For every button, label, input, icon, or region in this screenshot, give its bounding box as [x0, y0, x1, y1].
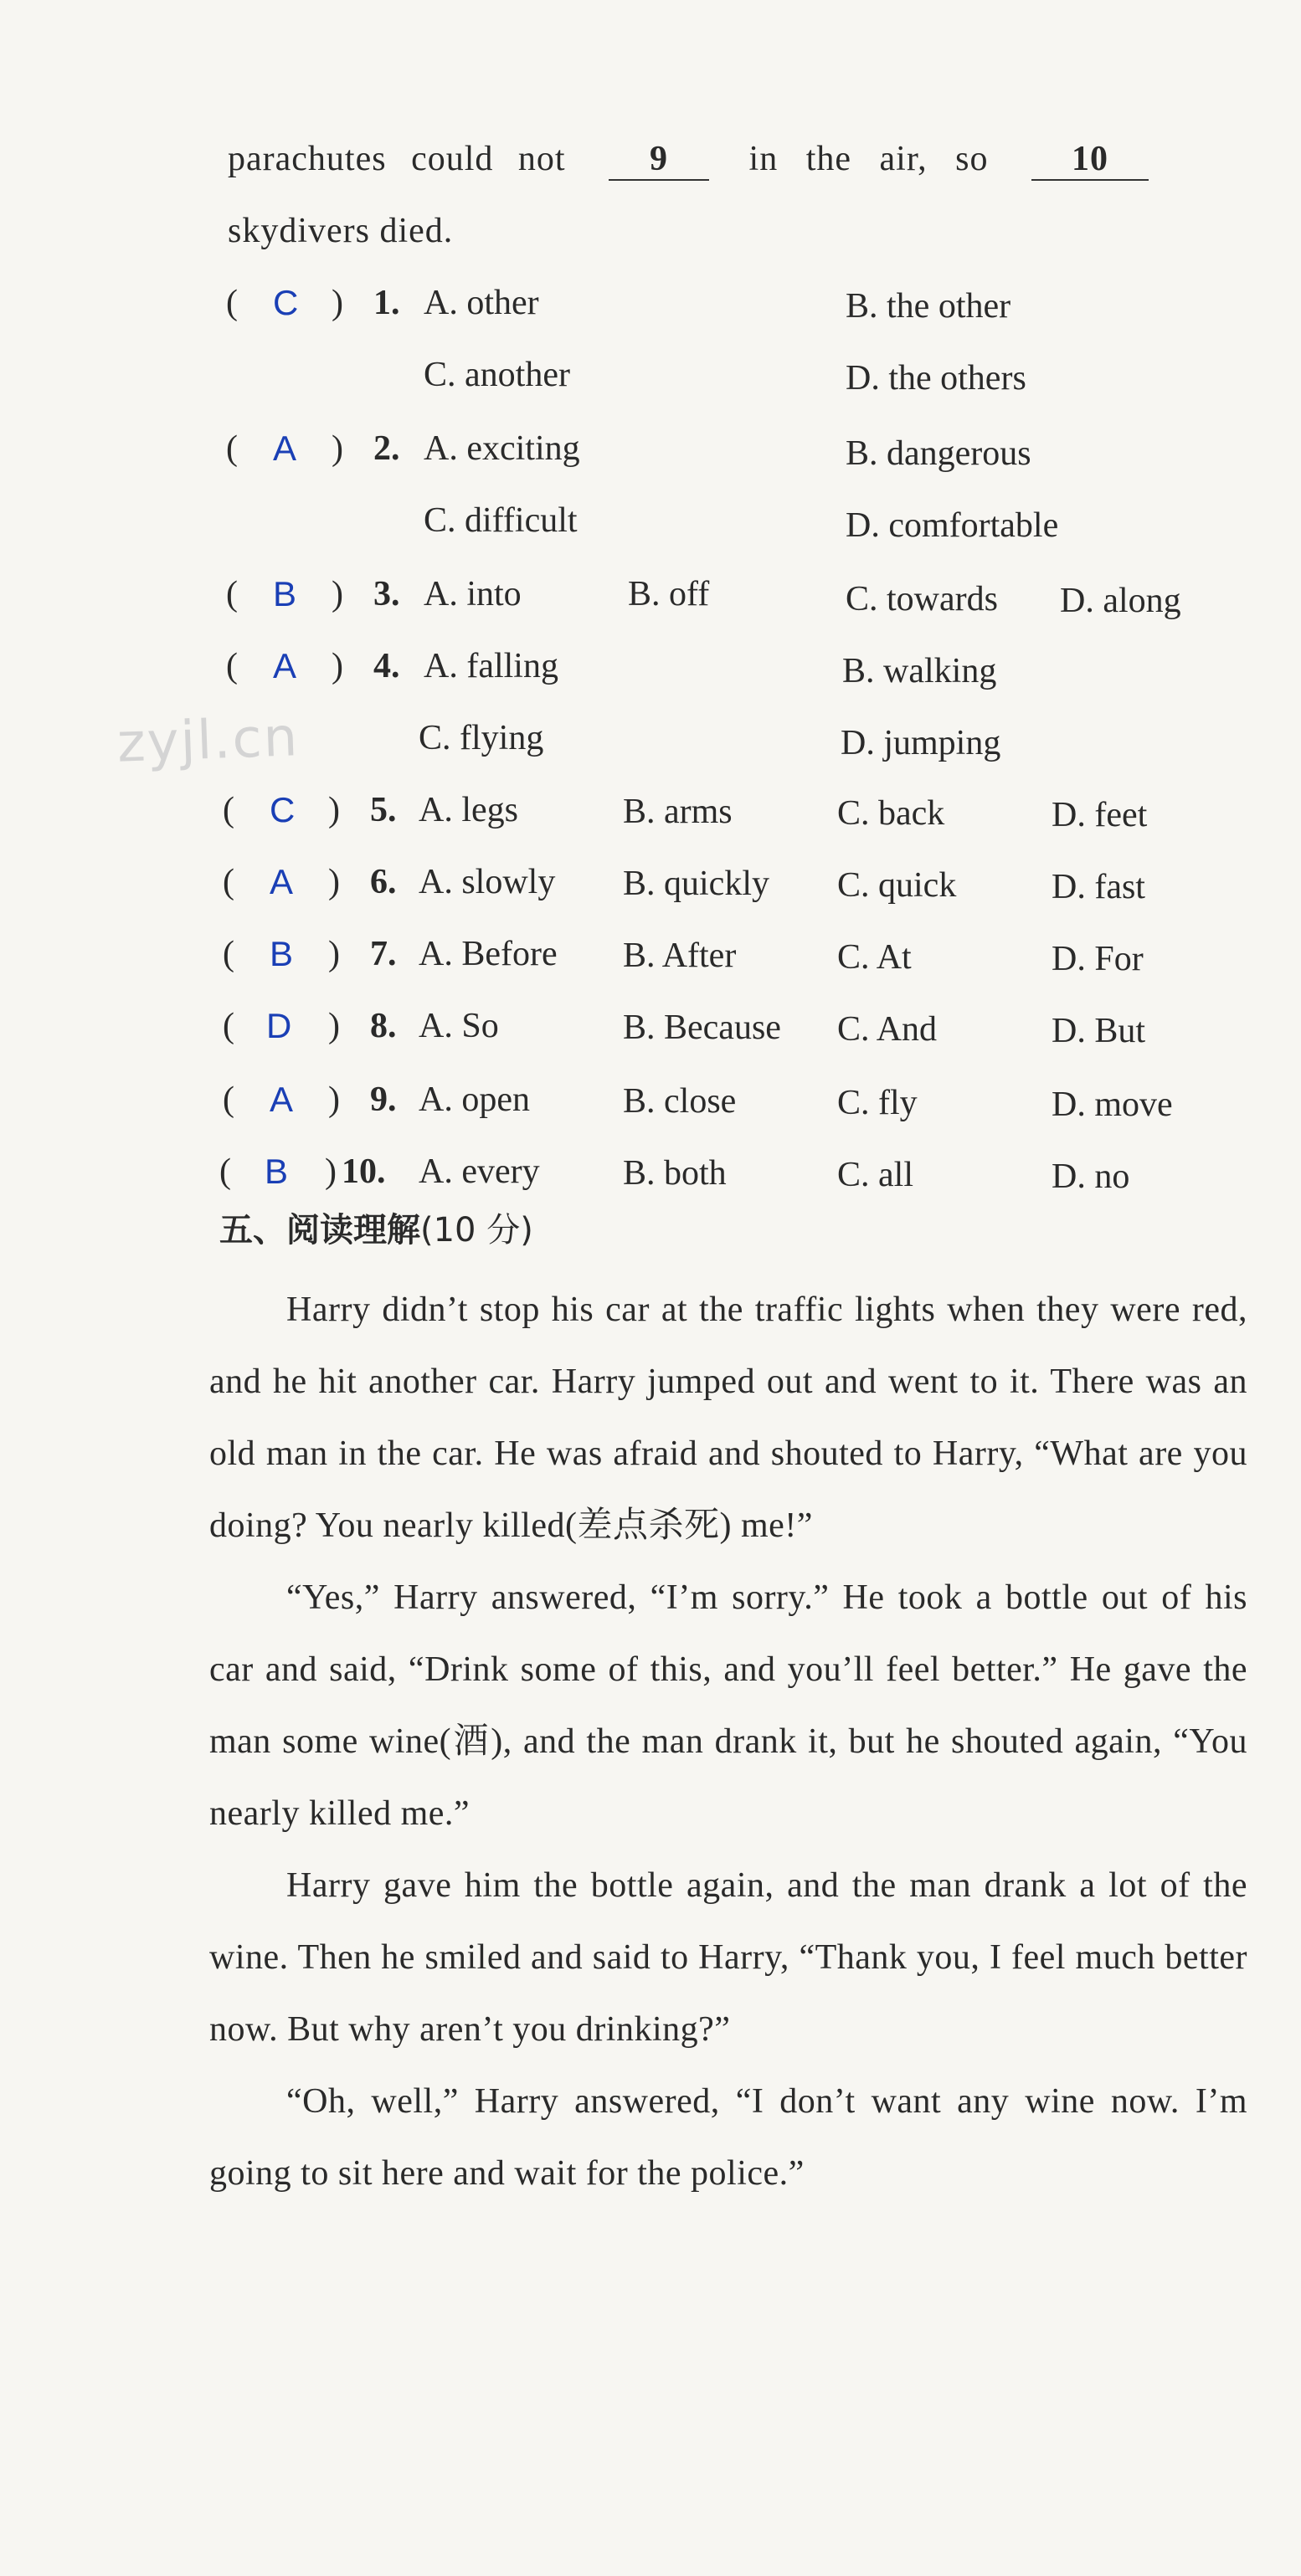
intro-line-2: skydivers died.	[228, 212, 454, 250]
answer-1: C	[273, 283, 299, 322]
option-c: C. difficult	[424, 501, 578, 540]
question-number: 8.	[370, 1007, 397, 1045]
question-number: 7.	[370, 935, 397, 973]
option-b: B. walking	[842, 652, 997, 690]
option-d: D. feet	[1052, 796, 1148, 834]
passage-paragraph: “Oh, well,” Harry answered, “I don’t want any wine now. I’m going to sit here and wait for the police.”	[209, 2082, 1247, 2193]
option-a: A. into	[424, 575, 522, 613]
option-d: D. along	[1060, 582, 1181, 620]
blank-9: 9	[609, 139, 709, 181]
question-number: 9.	[370, 1080, 397, 1119]
option-c: C. towards	[846, 580, 998, 618]
section-title	[219, 1203, 533, 1251]
option-c: C. all	[837, 1156, 913, 1194]
option-c: C. fly	[837, 1084, 918, 1122]
option-c: C. And	[837, 1010, 938, 1049]
option-d: D. no	[1052, 1157, 1130, 1196]
question-number: 4.	[373, 647, 400, 685]
blank-10: 10	[1031, 139, 1149, 181]
option-d: D. move	[1052, 1085, 1173, 1124]
option-c: C. quick	[837, 866, 957, 905]
option-c: C. back	[837, 794, 945, 833]
option-d: D. For	[1052, 940, 1144, 978]
option-a: A. legs	[419, 791, 518, 829]
option-c: C. flying	[419, 719, 544, 757]
option-b: B. the other	[846, 287, 1011, 326]
question-number: 2.	[373, 429, 400, 468]
option-a: A. slowly	[419, 863, 556, 901]
intro-text-1: parachutes could not	[228, 140, 566, 178]
question-number: 1.	[373, 284, 400, 322]
option-b: B. both	[623, 1154, 727, 1193]
question-number: 10.	[342, 1152, 386, 1191]
option-b: B. arms	[623, 793, 733, 831]
option-b: B. quickly	[623, 865, 769, 903]
option-b: B. off	[628, 575, 710, 613]
answer-2: A	[273, 428, 297, 468]
passage-paragraph: Harry didn’t stop his car at the traffic lights when they were red, and he hit another car. Harry jumped out and went to it. There was an old man in the car. He was afraid and shouted to Harry, “What are you doing? You nearly killed(差点杀死) me!”	[209, 1291, 1247, 1545]
intro-line-1	[228, 139, 1149, 181]
option-d: D. jumping	[841, 724, 1001, 762]
question-number: 3.	[373, 575, 400, 613]
passage-paragraph: Harry gave him the bottle again, and the man drank a lot of the wine. Then he smiled and said to Harry, “Thank you, I feel much better now. But why aren’t you drinking?”	[209, 1866, 1247, 2049]
option-a: A. falling	[424, 647, 558, 685]
passage	[209, 1274, 1247, 2209]
answer-6: A	[270, 862, 294, 901]
answer-3: B	[273, 574, 297, 613]
option-b: B. dangerous	[846, 434, 1031, 473]
answer-5: C	[270, 790, 296, 829]
option-d: D. But	[1052, 1012, 1146, 1050]
question-number: 5.	[370, 791, 397, 829]
option-c: C. another	[424, 356, 570, 394]
option-c: C. At	[837, 938, 912, 977]
option-a: A. exciting	[424, 429, 580, 468]
option-b: B. After	[623, 936, 737, 975]
answer-4: A	[273, 646, 297, 685]
watermark: zyjl.cn	[116, 706, 301, 775]
option-a: A. open	[419, 1080, 530, 1119]
option-d: D. comfortable	[846, 506, 1059, 545]
section-heading: 五、阅读理解	[219, 1211, 420, 1250]
option-d: D. fast	[1052, 868, 1145, 906]
question-number: 6.	[370, 863, 397, 901]
option-a: A. other	[424, 284, 539, 322]
option-b: B. close	[623, 1082, 737, 1121]
intro-text-mid: in the air, so	[748, 140, 989, 178]
document-page: zyjl.cn parachutes could not 9 in the air, so 10 skydivers died. ( C ) 1. A. other B. the other C. another D. the others ( A ) 2. A. exciting B. dangerous C. difficult D. comfortable ( B ) 3. A. into B. off C. towards D. along ( A ) 4. A. falling B. walking C. flying D. jumping ( C ) 5. A. legs B. arms C. back D. feet ( A ) 6. A. slowly B. quickly C. quick D. fast ( B ) 7. A. Before B. After C. At D. For ( D ) 8. A. So B. Because C. And D. But ( A ) 9. A. open B. close C. fly D. move ( B ) 10. A. every B. both C. all D. no 五、阅读理解(10 分) Harry didn’t stop his car at the traffic lights when they were red, and he hit another car. Harry jumped out and went to it. There was an old man in the car. He was afraid and shouted to Harry, “What are you doing? You nearly killed(差点杀死) me!” “Yes,” Harry answered, “I’m sorry.” He took a bottle out of his car and said, “Drink some of this, and you’ll feel better.” He gave the man some wine(酒), and the man drank it, but he shouted again, “You nearly killed me.” Harry gave him the bottle again, and the man drank a lot of the wine. Then he smiled and said to Harry, “Thank you, I feel much better now. But why aren’t you drinking?” “Oh, well,” Harry answered, “I don’t want any wine now. I’m going to sit here and wait for the police.”	[0, 0, 1301, 2576]
passage-paragraph: “Yes,” Harry answered, “I’m sorry.” He took a bottle out of his car and said, “Drink some of this, and you’ll feel better.” He gave the man some wine(酒), and the man drank it, but he shouted again, “You nearly killed me.”	[209, 1578, 1247, 1833]
option-d: D. the others	[846, 359, 1026, 398]
answer-9: A	[270, 1080, 294, 1119]
option-a: A. So	[419, 1007, 499, 1045]
answer-8: D	[266, 1006, 292, 1045]
answer-10: B	[265, 1152, 289, 1191]
option-a: A. every	[419, 1152, 540, 1191]
answer-7: B	[270, 934, 294, 973]
option-b: B. Because	[623, 1008, 781, 1047]
section-points: (10 分)	[420, 1211, 533, 1250]
option-a: A. Before	[419, 935, 558, 973]
